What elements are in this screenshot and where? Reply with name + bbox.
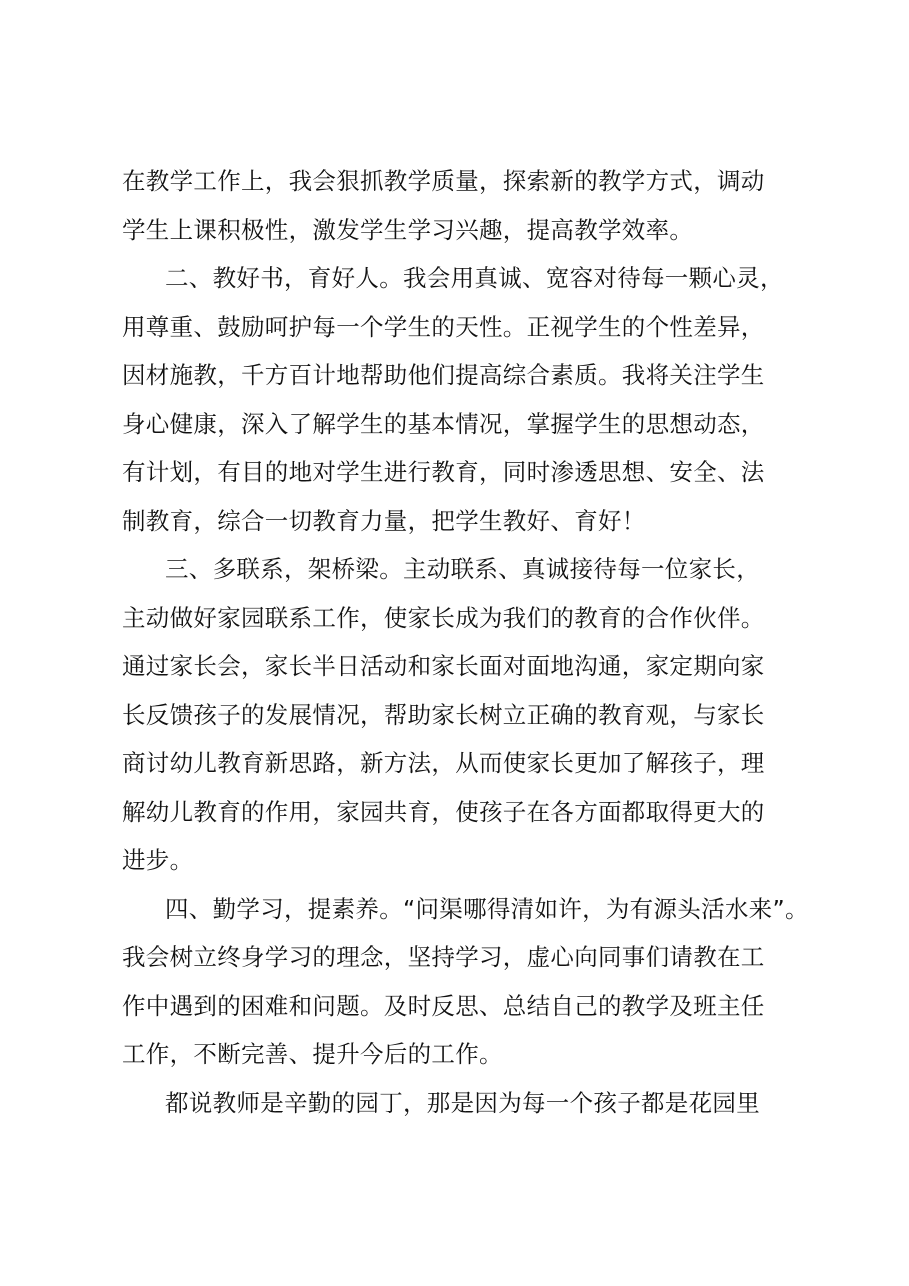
text-line: 作中遇到的困难和问题。及时反思、总结自己的教学及班主任 [122,991,765,1020]
text-line: 有计划，有目的地对学生进行教育，同时渗透思想、安全、法 [122,458,765,486]
text-line: 通过家长会，家长半日活动和家长面对面地沟通，家定期向家 [122,652,765,680]
paragraph-start-line: 四、勤学习，提素养。“问渠哪得清如许，为有源头活水来”。 [165,894,809,923]
paragraph-start-line: 二、教好书，育好人。我会用真诚、宽容对待每一颗心灵， [165,264,784,292]
text-line: 身心健康，深入了解学生的基本情况，掌握学生的思想动态， [122,409,765,438]
text-line: 商讨幼儿教育新思路，新方法，从而使家长更加了解孩子，理 [122,749,765,777]
text-line: 工作，不断完善、提升今后的工作。 [122,1040,503,1068]
text-line: 制教育，综合一切教育力量，把学生教好、育好！ [122,506,646,535]
text-line: 学生上课积极性，激发学生学习兴趣，提高教学效率。 [122,215,694,244]
text-line: 我会树立终身学习的理念，坚持学习，虚心向同事们请教在工 [122,943,765,971]
text-line: 用尊重、鼓励呵护每一个学生的天性。正视学生的个性差异， [122,312,765,341]
text-line: 长反馈孩子的发展情况，帮助家长树立正确的教育观，与家长 [122,700,765,729]
paragraph-start-line: 三、多联系，架桥梁。主动联系、真诚接待每一位家长， [165,555,760,583]
text-line: 因材施教，千方百计地帮助他们提高综合素质。我将关注学生 [122,361,765,389]
text-line: 主动做好家园联系工作，使家长成为我们的教育的合作伙伴。 [122,603,765,632]
text-line: 进步。 [122,846,194,874]
document-body [122,157,812,1127]
text-line: 解幼儿教育的作用，家园共育，使孩子在各方面都取得更大的 [122,797,765,826]
text-line: 在教学工作上，我会狠抓教学质量，探索新的教学方式，调动 [122,167,765,195]
paragraph-start-line: 都说教师是辛勤的园丁，那是因为每一个孩子都是花园里 [165,1088,760,1117]
